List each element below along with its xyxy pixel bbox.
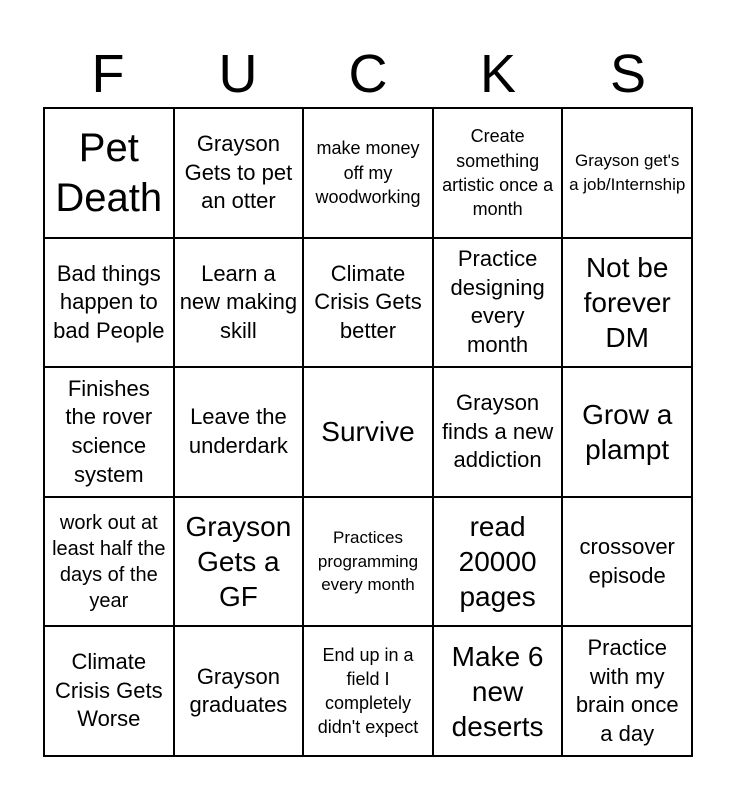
cell-text: Pet Death — [55, 125, 163, 220]
cell-text: Not be forever DM — [583, 251, 671, 353]
header-letter-1: F — [91, 44, 125, 104]
bingo-cell[interactable] — [303, 497, 433, 627]
bingo-cell[interactable] — [303, 238, 433, 368]
cell-text: Finishes the rover science system — [65, 375, 153, 487]
header-letter-5: S — [609, 44, 647, 104]
cell-text: Grow a plampt — [582, 398, 673, 465]
cell-text: Grayson finds a new addiction — [441, 390, 554, 473]
bingo-header — [43, 40, 693, 108]
bingo-cell[interactable] — [562, 238, 692, 368]
cell-text: End up in a field I completely didn't expect — [317, 644, 419, 738]
cell-text: Learn a new making skill — [179, 260, 298, 343]
cell-text: Climate Crisis Gets better — [314, 260, 422, 343]
cell-text: Grayson Gets a GF — [185, 511, 292, 613]
cell-text: Make 6 new deserts — [451, 640, 544, 742]
bingo-cell[interactable] — [174, 497, 304, 627]
cell-text: Grayson Gets to pet an otter — [184, 130, 293, 214]
cell-text: make money off my woodworking — [315, 138, 421, 207]
bingo-cell[interactable] — [433, 626, 563, 756]
bingo-cell[interactable] — [174, 108, 304, 238]
bingo-cell[interactable] — [433, 238, 563, 368]
cell-text: Create something artistic once a month — [442, 126, 554, 220]
cell-text: Practices programming every month — [317, 527, 419, 595]
bingo-cell[interactable] — [44, 497, 174, 627]
bingo-cell[interactable] — [44, 367, 174, 497]
bingo-board — [43, 107, 693, 757]
bingo-cell[interactable] — [44, 238, 174, 368]
bingo-cell[interactable] — [44, 626, 174, 756]
bingo-cell[interactable] — [433, 497, 563, 627]
bingo-cell[interactable] — [303, 367, 433, 497]
bingo-cell[interactable] — [433, 367, 563, 497]
cell-text: crossover episode — [579, 534, 675, 588]
bingo-cell[interactable] — [303, 108, 433, 238]
bingo-cell[interactable] — [562, 367, 692, 497]
cell-text: Climate Crisis Gets Worse — [55, 649, 163, 732]
cell-text: work out at least half the days of the year — [52, 511, 166, 612]
bingo-cell[interactable] — [562, 626, 692, 756]
bingo-cell[interactable] — [174, 367, 304, 497]
cell-text: Leave the underdark — [188, 404, 288, 458]
cell-text: read 20000 pages — [458, 511, 537, 613]
bingo-cell[interactable] — [174, 626, 304, 756]
cell-text: Bad things happen to bad People — [53, 260, 165, 343]
cell-text: Grayson graduates — [189, 663, 288, 718]
bingo-cell[interactable] — [562, 108, 692, 238]
header-letter-3: C — [348, 44, 388, 104]
bingo-cell[interactable] — [433, 108, 563, 238]
bingo-cell[interactable] — [44, 108, 174, 238]
cell-text: Survive — [321, 416, 415, 448]
header-letter-2: U — [218, 44, 258, 104]
bingo-cell[interactable] — [303, 626, 433, 756]
bingo-cell[interactable] — [174, 238, 304, 368]
cell-text: Practice designing every month — [450, 246, 545, 357]
cell-text: Practice with my brain once a day — [575, 635, 679, 746]
header-letter-4: K — [479, 44, 517, 104]
cell-text: Grayson get's a job/Internship — [569, 151, 686, 194]
bingo-cell[interactable] — [562, 497, 692, 627]
